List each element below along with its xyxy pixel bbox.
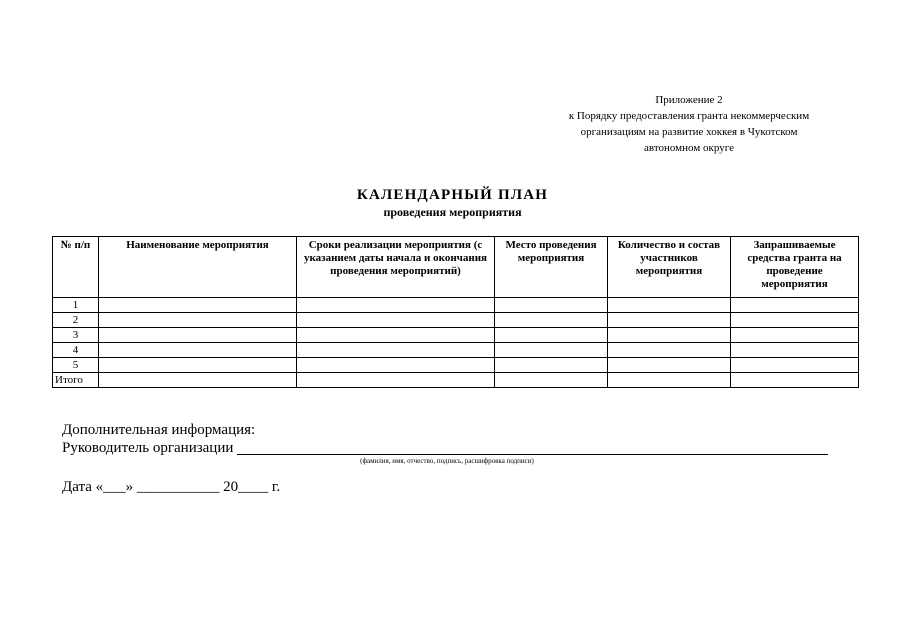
cell-event-name[interactable] [99, 298, 297, 313]
appendix-block [530, 92, 848, 156]
head-of-organization-label: Руководитель организации [62, 440, 234, 456]
row-number: 4 [53, 343, 99, 358]
appendix-line: автономном округе [644, 142, 734, 154]
cell-total-requested-funds[interactable] [731, 373, 859, 388]
head-signature-line[interactable] [237, 454, 828, 455]
row-number: 3 [53, 328, 99, 343]
cell-dates[interactable] [297, 313, 495, 328]
cell-total-participants[interactable] [608, 373, 731, 388]
row-number: 1 [53, 298, 99, 313]
cell-event-name[interactable] [99, 328, 297, 343]
additional-info-label: Дополнительная информация: [62, 422, 256, 438]
cell-participants[interactable] [608, 298, 731, 313]
row-number: 2 [53, 313, 99, 328]
appendix-line: к Порядку предоставления гранта некоммерческим [568, 110, 810, 122]
signature-hint: (фамилия, имя, отчество, подпись, расшифровка подписи) [360, 457, 534, 465]
header-requested-funds: Запрашиваемые средства гранта на проведение мероприятия [731, 237, 859, 298]
cell-dates[interactable] [297, 298, 495, 313]
document-title: КАЛЕНДАРНЫЙ ПЛАН [356, 187, 549, 203]
cell-requested-funds[interactable] [731, 343, 859, 358]
table-total-row [53, 373, 859, 388]
document-subtitle: проведения мероприятия [383, 205, 522, 219]
cell-requested-funds[interactable] [731, 358, 859, 373]
cell-dates[interactable] [297, 358, 495, 373]
total-label: Итого [53, 373, 99, 388]
cell-participants[interactable] [608, 313, 731, 328]
header-location: Место проведения мероприятия [495, 237, 608, 298]
cell-location[interactable] [495, 343, 608, 358]
cell-participants[interactable] [608, 343, 731, 358]
cell-event-name[interactable] [99, 358, 297, 373]
table-header-row [53, 237, 859, 298]
cell-dates[interactable] [297, 343, 495, 358]
cell-requested-funds[interactable] [731, 328, 859, 343]
cell-total-event-name[interactable] [99, 373, 297, 388]
cell-location[interactable] [495, 298, 608, 313]
cell-participants[interactable] [608, 358, 731, 373]
cell-requested-funds[interactable] [731, 298, 859, 313]
cell-location[interactable] [495, 328, 608, 343]
header-participants: Количество и состав участников мероприятия [608, 237, 731, 298]
cell-dates[interactable] [297, 328, 495, 343]
appendix-line: организациям на развитие хоккея в Чукотском [580, 126, 798, 138]
cell-participants[interactable] [608, 328, 731, 343]
date-line: Дата «___» ___________ 20____ г. [62, 479, 281, 495]
table-row [53, 313, 859, 328]
header-number: № п/п [53, 237, 99, 298]
cell-event-name[interactable] [99, 343, 297, 358]
cell-event-name[interactable] [99, 313, 297, 328]
cell-total-dates[interactable] [297, 373, 495, 388]
cell-location[interactable] [495, 358, 608, 373]
table-row [53, 298, 859, 313]
appendix-line: Приложение 2 [655, 94, 723, 106]
cell-total-location[interactable] [495, 373, 608, 388]
header-dates: Сроки реализации мероприятия (с указанием даты начала и окончания проведения мероприятий) [297, 237, 495, 298]
table-row [53, 358, 859, 373]
row-number: 5 [53, 358, 99, 373]
table-row [53, 343, 859, 358]
table-row [53, 328, 859, 343]
calendar-plan-table [52, 236, 859, 388]
cell-location[interactable] [495, 313, 608, 328]
cell-requested-funds[interactable] [731, 313, 859, 328]
header-event-name: Наименование мероприятия [99, 237, 297, 298]
